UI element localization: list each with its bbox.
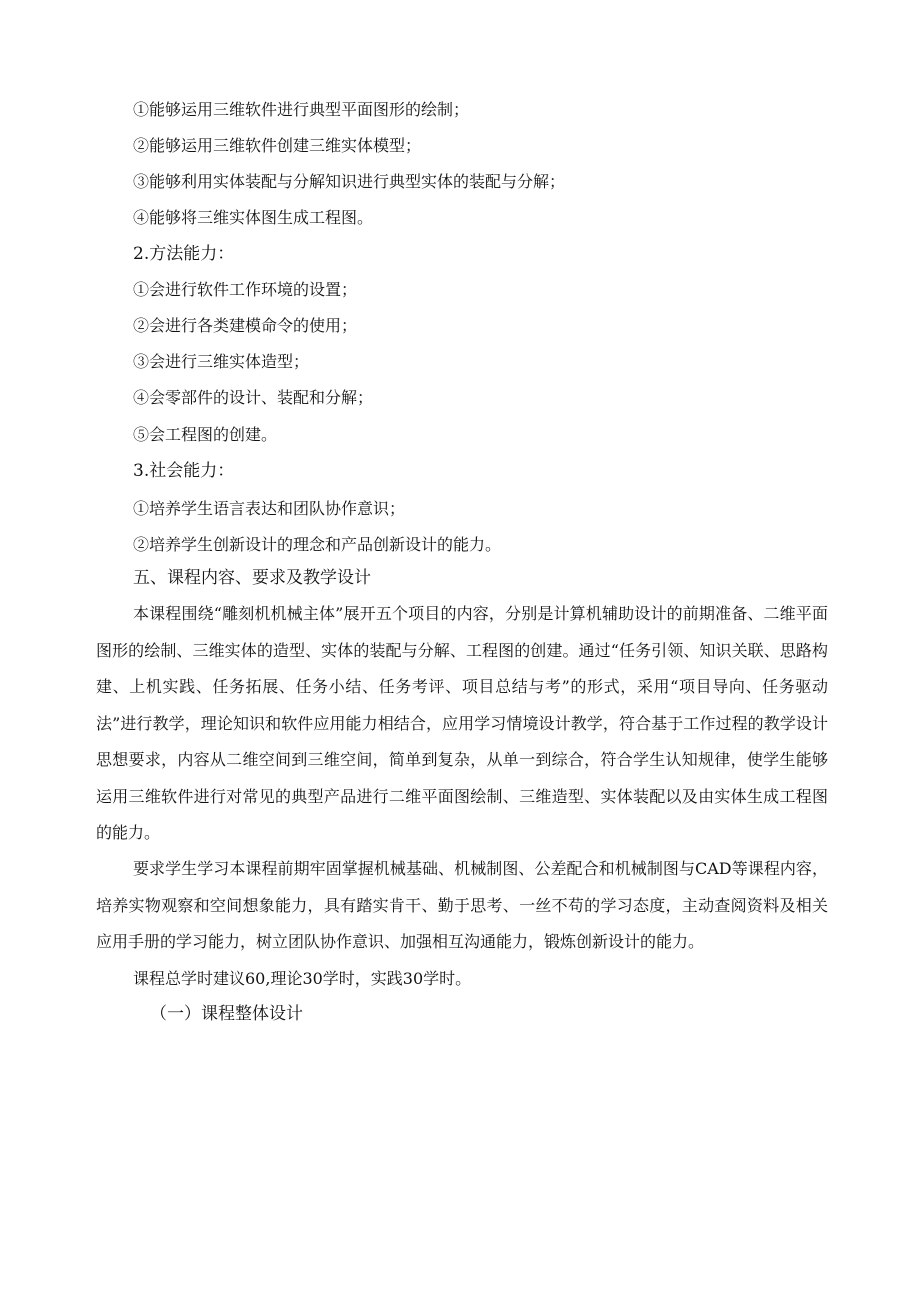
course-requirement-paragraph: 要求学生学习本课程前期牢固掌握机械基础、机械制图、公差配合和机械制图与CAD等课程内容，培养实物观察和空间想象能力，具有踏实肯干、勤于思考、一丝不苟的学习态度，主动查阅资料及相关应用手册的学习能力，树立团队协作意识、加强相互沟通能力，锻炼创新设计的能力。 <box>96 859 828 951</box>
method-ability-item-2: ②会进行各类建模命令的使用； <box>133 316 358 335</box>
social-ability-item-2: ②培养学生创新设计的理念和产品创新设计的能力。 <box>133 535 502 554</box>
course-hours-paragraph: 课程总学时建议60,理论30学时，实践30学时。 <box>133 969 472 988</box>
skill-item-3: ③能够利用实体装配与分解知识进行典型实体的装配与分解； <box>133 172 566 191</box>
course-design-subheading: （一）课程整体设计 <box>150 1004 303 1024</box>
skill-item-2: ②能够运用三维软件创建三维实体模型； <box>133 136 422 155</box>
method-ability-item-3: ③会进行三维实体造型； <box>133 352 310 371</box>
skill-item-1: ①能够运用三维软件进行典型平面图形的绘制； <box>133 100 470 119</box>
social-ability-item-1: ①培养学生语言表达和团队协作意识； <box>133 499 406 518</box>
method-ability-item-4: ④会零部件的设计、装配和分解； <box>133 388 374 407</box>
method-ability-item-1: ①会进行软件工作环境的设置； <box>133 280 358 299</box>
method-ability-item-5: ⑤会工程图的创建。 <box>133 425 278 444</box>
method-ability-heading: 2.方法能力： <box>133 244 235 264</box>
skill-item-4: ④能够将三维实体图生成工程图。 <box>133 208 374 227</box>
course-content-paragraph: 本课程围绕“雕刻机机械主体”展开五个项目的内容，分别是计算机辅助设计的前期准备、二维平面图形的绘制、三维实体的造型、实体的装配与分解、工程图的创建。通过“任务引领、知识关联、思路构建、上机实践、任务拓展、任务小结、任务考评、项目总结与考”的形式，采用“项目导向、任务驱动法”进行教学，理论知识和软件应用能力相结合，应用学习情境设计教学，符合基于工作过程的教学设计思想要求，内容从二维空间到三维空间，简单到复杂，从单一到综合，符合学生认知规律，使学生能够运用三维软件进行对常见的典型产品进行二维平面图绘制、三维造型、实体装配以及由实体生成工程图的能力。 <box>96 604 828 842</box>
social-ability-heading: 3.社会能力： <box>133 461 235 481</box>
section-five-heading: 五、课程内容、要求及教学设计 <box>133 568 371 588</box>
